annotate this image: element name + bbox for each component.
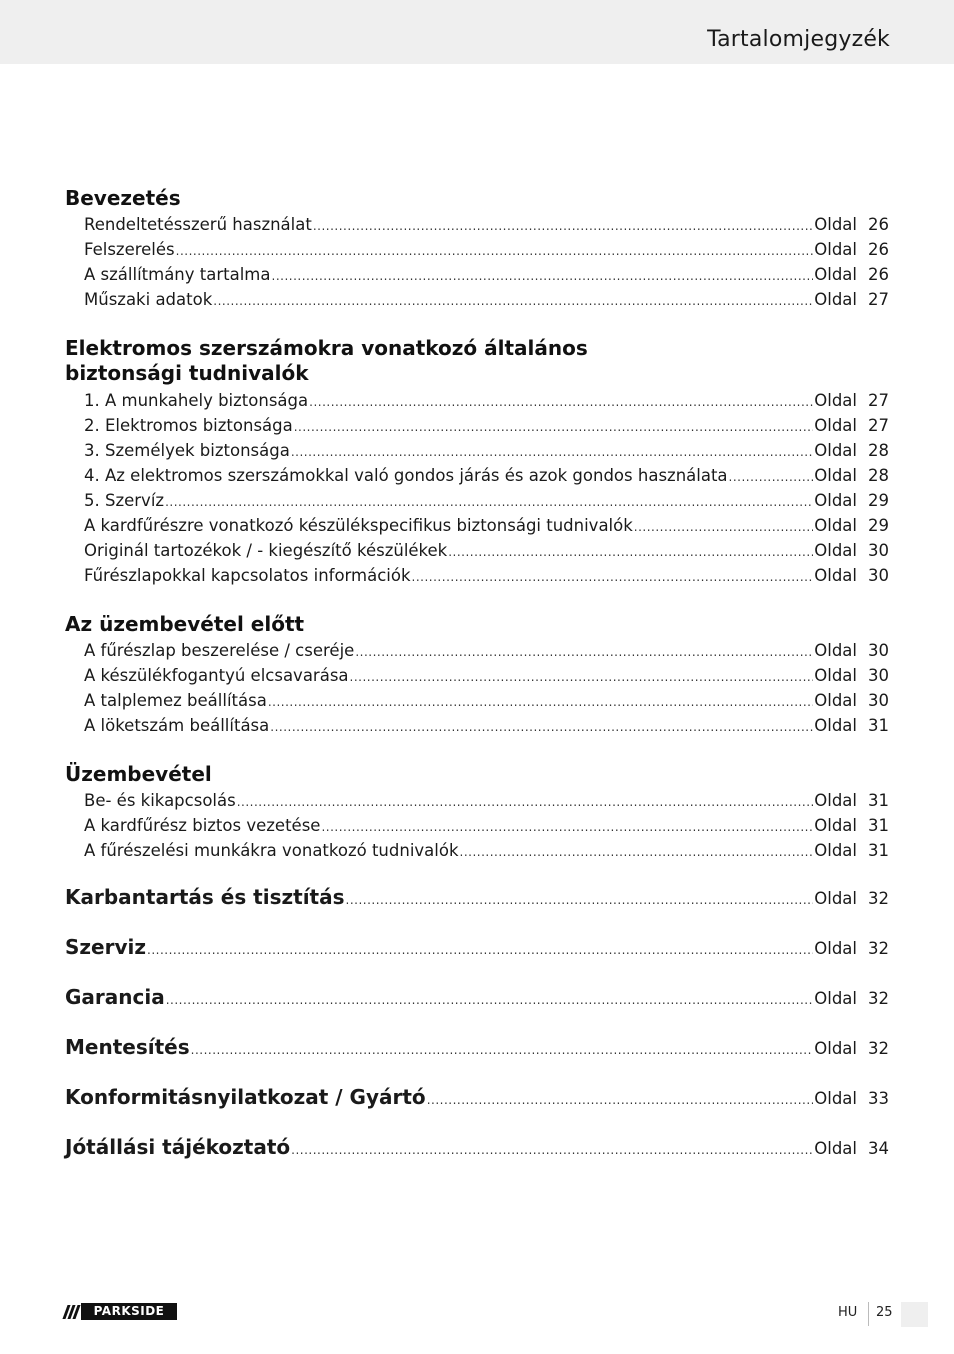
section-title-safety-line2: biztonsági tudnivalók bbox=[65, 361, 309, 385]
dot-leader bbox=[291, 440, 813, 465]
dot-leader bbox=[272, 264, 814, 289]
toc-entry[interactable] bbox=[84, 287, 889, 312]
header-bar bbox=[0, 0, 954, 64]
dot-leader bbox=[412, 565, 814, 590]
footer-divider bbox=[868, 1302, 869, 1326]
dot-leader bbox=[213, 289, 813, 314]
toc-page-number: 26 bbox=[868, 240, 889, 259]
toc-page-number: 31 bbox=[868, 816, 889, 835]
toc-page-number: 27 bbox=[868, 416, 889, 435]
dot-leader bbox=[166, 988, 814, 1013]
brand-name: PARKSIDE bbox=[81, 1303, 177, 1320]
toc-entry-label: Rendeltetésszerű használat bbox=[84, 215, 312, 234]
toc-page-word: Oldal bbox=[814, 1089, 857, 1108]
toc-major-label: Garancia bbox=[65, 985, 165, 1009]
dot-leader bbox=[309, 390, 813, 415]
dot-leader bbox=[448, 540, 813, 565]
section-title-operation: Üzembevétel bbox=[65, 762, 212, 786]
dot-leader bbox=[191, 1038, 814, 1063]
toc-entry[interactable] bbox=[84, 638, 889, 663]
toc-entry[interactable] bbox=[84, 838, 889, 863]
toc-page-number: 29 bbox=[868, 516, 889, 535]
toc-page-word: Oldal bbox=[814, 290, 857, 309]
dot-leader bbox=[634, 515, 813, 540]
toc-entry[interactable] bbox=[84, 438, 889, 463]
page-title: Tartalomjegyzék bbox=[707, 27, 890, 52]
toc-page-number: 30 bbox=[868, 541, 889, 560]
toc-page-word: Oldal bbox=[814, 416, 857, 435]
toc-entry-label: 3. Személyek biztonsága bbox=[84, 441, 290, 460]
toc-major-label: Karbantartás és tisztítás bbox=[65, 885, 345, 909]
toc-page-word: Oldal bbox=[814, 215, 857, 234]
dot-leader bbox=[147, 938, 813, 963]
toc-entry-label: 2. Elektromos biztonsága bbox=[84, 416, 293, 435]
footer-tab-marker bbox=[901, 1302, 928, 1327]
toc-page-number: 28 bbox=[868, 466, 889, 485]
dot-leader bbox=[427, 1088, 814, 1113]
toc-page-number: 32 bbox=[868, 1039, 889, 1058]
dot-leader bbox=[176, 239, 814, 264]
toc-entry[interactable] bbox=[84, 237, 889, 262]
toc-page-number: 33 bbox=[868, 1089, 889, 1108]
dot-leader bbox=[350, 665, 814, 690]
toc-page-number: 30 bbox=[868, 641, 889, 660]
toc-major-entry[interactable] bbox=[65, 935, 889, 965]
toc-page-number: 27 bbox=[868, 290, 889, 309]
toc-page-word: Oldal bbox=[814, 516, 857, 535]
toc-entry-label: A kardfűrész biztos vezetése bbox=[84, 816, 321, 835]
toc-page-word: Oldal bbox=[814, 939, 857, 958]
toc-page-word: Oldal bbox=[814, 1039, 857, 1058]
dot-leader bbox=[321, 815, 813, 840]
toc-page-word: Oldal bbox=[814, 1139, 857, 1158]
toc-page-word: Oldal bbox=[814, 391, 857, 410]
toc-page-number: 31 bbox=[868, 841, 889, 860]
toc-entry[interactable] bbox=[84, 513, 889, 538]
toc-page-word: Oldal bbox=[814, 240, 857, 259]
dot-leader bbox=[294, 415, 814, 440]
dot-leader bbox=[270, 715, 813, 740]
toc-page-word: Oldal bbox=[814, 666, 857, 685]
toc-page-word: Oldal bbox=[814, 816, 857, 835]
toc-major-label: Konformitásnyilatkozat / Gyártó bbox=[65, 1085, 426, 1109]
toc-page-number: 27 bbox=[868, 391, 889, 410]
toc-page-number: 31 bbox=[868, 791, 889, 810]
toc-entry-label: A fűrészlap beszerelése / cseréje bbox=[84, 641, 355, 660]
toc-page-number: 32 bbox=[868, 939, 889, 958]
toc-entry-label: Műszaki adatok bbox=[84, 290, 213, 309]
toc-page-word: Oldal bbox=[814, 566, 857, 585]
toc-entry[interactable] bbox=[84, 463, 889, 488]
toc-entry-label: A fűrészelési munkákra vonatkozó tudnivalók bbox=[84, 841, 459, 860]
toc-page-number: 31 bbox=[868, 716, 889, 735]
toc-entry-label: A talplemez beállítása bbox=[84, 691, 267, 710]
toc-page-word: Oldal bbox=[814, 441, 857, 460]
toc-entry[interactable] bbox=[84, 388, 889, 413]
toc-major-entry[interactable] bbox=[65, 1035, 889, 1065]
language-code: HU bbox=[838, 1305, 858, 1320]
toc-page-word: Oldal bbox=[814, 691, 857, 710]
toc-entry[interactable] bbox=[84, 663, 889, 688]
section-title-safety-line1: Elektromos szerszámokra vonatkozó általános bbox=[65, 336, 588, 360]
toc-page-word: Oldal bbox=[814, 716, 857, 735]
toc-major-entry[interactable] bbox=[65, 1135, 889, 1165]
toc-entry-label: 1. A munkahely biztonsága bbox=[84, 391, 309, 410]
toc-entry-label: Be- és kikapcsolás bbox=[84, 791, 236, 810]
dot-leader bbox=[346, 888, 814, 913]
toc-entry[interactable] bbox=[84, 813, 889, 838]
page-number: 25 bbox=[876, 1305, 893, 1320]
toc-page-number: 32 bbox=[868, 889, 889, 908]
toc-page-word: Oldal bbox=[814, 265, 857, 284]
toc-page-number: 26 bbox=[868, 265, 889, 284]
toc-page-number: 30 bbox=[868, 691, 889, 710]
toc-major-label: Jótállási tájékoztató bbox=[65, 1135, 291, 1159]
toc-entry-label: Fűrészlapokkal kapcsolatos információk bbox=[84, 566, 411, 585]
dot-leader bbox=[291, 1138, 813, 1163]
toc-page-word: Oldal bbox=[814, 989, 857, 1008]
toc-entry-label: A szállítmány tartalma bbox=[84, 265, 271, 284]
dot-leader bbox=[355, 640, 813, 665]
toc-entry[interactable] bbox=[84, 788, 889, 813]
toc-page-word: Oldal bbox=[814, 541, 857, 560]
toc-entry-label: A kardfűrészre vonatkozó készülékspecifikus biztonsági tudnivalók bbox=[84, 516, 633, 535]
toc-page-word: Oldal bbox=[814, 641, 857, 660]
dot-leader bbox=[729, 465, 814, 490]
toc-major-label: Mentesítés bbox=[65, 1035, 190, 1059]
toc-entry[interactable] bbox=[84, 563, 889, 588]
toc-entry-label: Originál tartozékok / - kiegészítő készülékek bbox=[84, 541, 448, 560]
toc-page-number: 29 bbox=[868, 491, 889, 510]
toc-entry-label: 5. Szervíz bbox=[84, 491, 165, 510]
parkside-logo bbox=[65, 1303, 177, 1320]
toc-major-entry[interactable] bbox=[65, 885, 889, 915]
dot-leader bbox=[460, 840, 814, 865]
toc-page-word: Oldal bbox=[814, 491, 857, 510]
toc-entry[interactable] bbox=[84, 713, 889, 738]
toc-major-entry[interactable] bbox=[65, 1085, 889, 1115]
toc-entry[interactable] bbox=[84, 488, 889, 513]
section-title-before-use: Az üzembevétel előtt bbox=[65, 612, 305, 636]
toc-entry-label: Felszerelés bbox=[84, 240, 175, 259]
toc-entry[interactable] bbox=[84, 212, 889, 237]
toc-page-word: Oldal bbox=[814, 791, 857, 810]
toc-page-number: 34 bbox=[868, 1139, 889, 1158]
toc-page-number: 30 bbox=[868, 666, 889, 685]
toc-major-entry[interactable] bbox=[65, 985, 889, 1015]
toc-entry-label: 4. Az elektromos szerszámokkal való gondos járás és azok gondos használata bbox=[84, 466, 728, 485]
toc-page-number: 32 bbox=[868, 989, 889, 1008]
toc-page-number: 28 bbox=[868, 441, 889, 460]
toc-entry[interactable] bbox=[84, 688, 889, 713]
logo-stripes-icon bbox=[65, 1305, 78, 1319]
toc-page-word: Oldal bbox=[814, 466, 857, 485]
toc-page-number: 26 bbox=[868, 215, 889, 234]
section-title-introduction: Bevezetés bbox=[65, 186, 181, 210]
toc-entry-label: A készülékfogantyú elcsavarása bbox=[84, 666, 349, 685]
toc-entry-label: A löketszám beállítása bbox=[84, 716, 270, 735]
toc-entry[interactable] bbox=[84, 413, 889, 438]
dot-leader bbox=[165, 490, 813, 515]
toc-entry[interactable] bbox=[84, 262, 889, 287]
toc-entry[interactable] bbox=[84, 538, 889, 563]
toc-major-label: Szerviz bbox=[65, 935, 147, 959]
dot-leader bbox=[313, 214, 813, 239]
toc-page-word: Oldal bbox=[814, 841, 857, 860]
toc-page-word: Oldal bbox=[814, 889, 857, 908]
dot-leader bbox=[268, 690, 813, 715]
toc-page-number: 30 bbox=[868, 566, 889, 585]
dot-leader bbox=[237, 790, 814, 815]
